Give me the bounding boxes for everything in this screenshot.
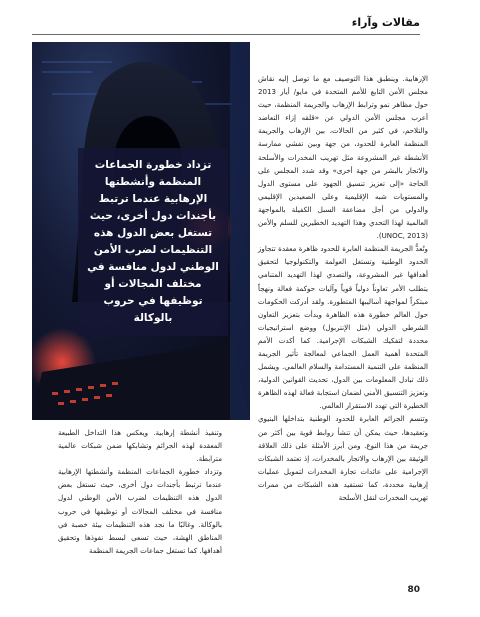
paragraph: وتنفيذ أنشطة إرهابية. ويعكس هذا التداخل الطبيعة المعقدة لهذه الجرائم وتشابكها ضمن شبكات عالمية مترابطة. bbox=[58, 428, 222, 464]
article-column-left bbox=[58, 426, 222, 557]
paragraph: وتُعدُّ الجريمة المنظمة العابرة للحدود ظاهرة معقدة تتجاوز الحدود الوطنية وتستغل العولمة والتكنولوجيا لتحقيق أهدافها غير المشروعة، والتصدي لهذا التهديد المتنامي يتطلب الأمر تعاوناً دولياً قوياً وآليات حوكمة فعالة ونهجاً مبتكراً لمواجهة أساليبها المتطورة. ولقد أدركت الحكومات حول العالم خطورة هذه الظاهرة وبدأت بتعزيز التعاون الشرطي الدولي (مثل الإنتربول) ووضع استراتيجيات محددة لتفكيك الشبكات الإجرامية. كما أكدت الأمم المتحدة أهمية العمل الجماعي لمعالجة تأثير الجريمة المنظمة على التنمية المستدامة والسلام العالمي. ويشمل ذلك تبادل المعلومات بين الدول، تحديث القوانين الدولية، وتعزيز التنسيق الأمني لضمان استجابة فعالة لهذه الظاهرة الخطيرة التي تهدد الاستقرار العالمي. bbox=[258, 244, 428, 411]
header-divider bbox=[32, 34, 420, 35]
paragraph: وتزداد خطورة الجماعات المنظمة وأنشطتها الإرهابية عندما ترتبط بأجندات دول أخرى، حيث تستغل بعض الدول هذه التنظيمات لضرب الأمن الوطني لدول منافسة في مختلف المجالات أو توظيفها في حروب بالوكالة. وغالبًا ما نجد هذه التنظيمات بيئة خصبة في المناطق الهشة، حيث تسعى لبسط نفوذها وتحقيق أهدافها. كما تستغل جماعات الجريمة المنظمة bbox=[58, 467, 222, 555]
page-number: 80 bbox=[407, 585, 420, 595]
pull-quote-text: تزداد خطورة الجماعات المنظمة وأنشطتها الإرهابية عندما ترتبط بأجندات دول أخرى، حيث تستغل بعض الدول هذه التنظيمات لضرب الأمن الوطني لدول منافسة في مختلف المجالات أو توظيفها في حروب بالوكالة bbox=[87, 159, 219, 324]
article-column-right bbox=[258, 72, 428, 504]
pull-quote bbox=[78, 148, 228, 336]
paragraph: وتتسم الجرائم العابرة للحدود الوطنية بتداخلها البنيوي وتعقيدها، حيث يمكن أن تنشأ روابط قوية بين أكثر من جريمة من هذا النوع. ومن أبرز الأمثلة على ذلك العلاقة الوثيقة بين الإرهاب والاتجار بالمخدرات، إذ تعتمد الشبكات الإجرامية على عائدات تجارة المخدرات لتمويل عمليات إرهابية محددة، كما تستفيد هذه الشبكات من ممرات تهريب المخدرات لنقل الأسلحة bbox=[258, 414, 428, 502]
section-title: مقالات وآراء bbox=[351, 16, 420, 29]
paragraph: الإرهابية. وينطبق هذا التوصيف مع ما توصل إليه نقاش مجلس الأمن التابع للأمم المتحدة في مايو/ أيار 2013 حول مظاهر نمو وترابط الإرهاب والجريمة المنظمة، حيث أعرب مجلس الأمن الدولي عن «قلقه إزاء التعاضد والتلاحم، في كثير من الحالات، بين الإرهاب والجريمة المنظمة العابرة للحدود، من جهة وبين تفشي ممارسة الأنشطة غير المشروعة مثل تهريب المخدرات والأسلحة والاتجار بالبشر من جهة أخرى» وقد شدد المجلس على الحاجة «إلى تعزيز تنسيق الجهود على مستوى الدول والمستويات شبه الإقليمية وعلى الصعيدين الإقليمي والدولي من أجل مضاعفة السبل الكفيلة بالمواجهة العالمية لهذا التحدي وهذا التهديد الخطيرين للسلم والأمن (UNOC, 2013). bbox=[258, 74, 428, 241]
